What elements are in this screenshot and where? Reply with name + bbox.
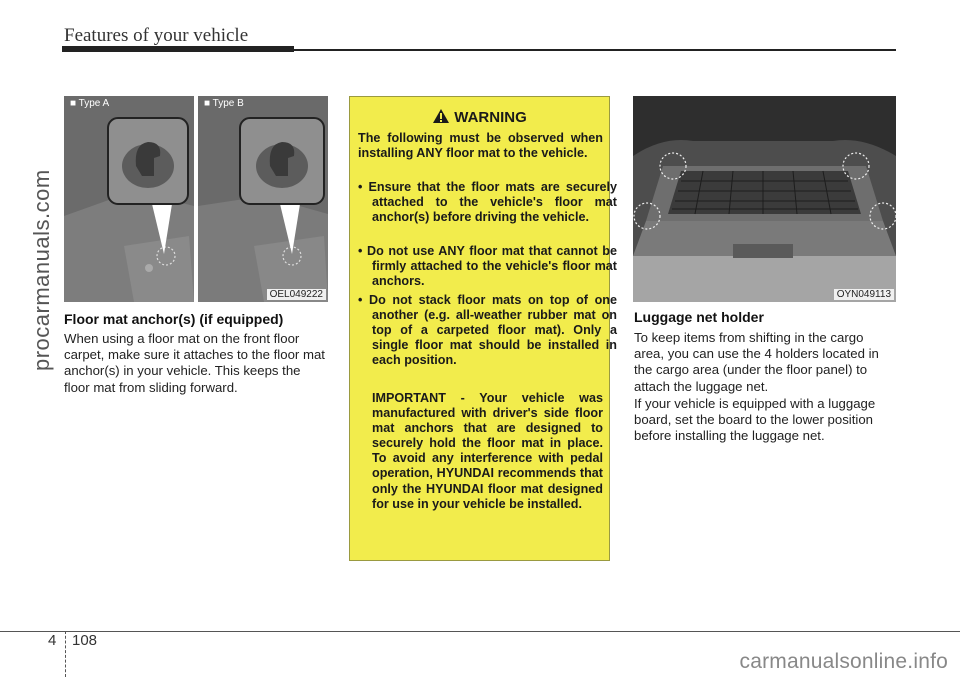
warning-important: IMPORTANT - Your vehicle was manufactured with driver's side floor mat anchors that are designed to securely hold the floor mat in place. To avoid any interference with pedal operation, HYUNDAI recommends that only the HYUNDAI floor mat designed for use in your vehicle be installed. bbox=[372, 391, 603, 511]
warning-title: WARNING bbox=[454, 109, 527, 126]
footer-rule bbox=[0, 631, 960, 632]
warning-title-row bbox=[350, 108, 609, 126]
header-rule bbox=[62, 49, 896, 51]
header-title: Features of your vehicle bbox=[64, 25, 249, 46]
floor-mat-body: When using a floor mat on the front floor carpet, make sure it attaches to the floor mat anchor(s) in your vehicle. This keeps the floor mat from sliding forward. bbox=[64, 331, 325, 395]
warning-bullet-2: • Do not use ANY floor mat that cannot be firmly attached to the vehicle's floor mat anchors. bbox=[358, 244, 617, 289]
footer-divider bbox=[65, 631, 67, 677]
chapter-number: 4 bbox=[48, 632, 57, 649]
luggage-net-body-2: If your vehicle is equipped with a luggage board, set the board to the lower position before installing the luggage net. bbox=[634, 396, 876, 444]
warning-intro: The following must be observed when installing ANY floor mat to the vehicle. bbox=[358, 131, 603, 161]
luggage-net-figure bbox=[633, 96, 896, 302]
warning-bullet-1: • Ensure that the floor mats are securely attached to the vehicle's floor mat anchor(s) before driving the vehicle. bbox=[358, 180, 617, 225]
side-watermark: procarmanuals.com bbox=[29, 169, 54, 371]
page-number: 108 bbox=[72, 632, 98, 649]
figure-code-right: OYN049113 bbox=[834, 289, 894, 300]
luggage-net-heading: Luggage net holder bbox=[634, 309, 764, 325]
floor-mat-anchor-figure bbox=[64, 96, 328, 302]
bottom-watermark: carmanualsonline.info bbox=[739, 650, 948, 673]
warning-box bbox=[349, 96, 617, 561]
type-a-label: ■ Type A bbox=[70, 98, 110, 109]
figure-code-left: OEL049222 bbox=[267, 289, 326, 300]
warning-bullet-3: • Do not stack floor mats on top of one another (e.g. all-weather rubber mat on top of a carpeted floor mat). Only a single floor mat should be installed in each position. bbox=[358, 293, 617, 368]
floor-mat-anchor-illustration bbox=[64, 96, 328, 302]
luggage-net-illustration bbox=[633, 96, 896, 302]
floor-mat-heading: Floor mat anchor(s) (if equipped) bbox=[64, 311, 284, 327]
type-b-label: ■ Type B bbox=[204, 98, 244, 109]
warning-triangle-icon bbox=[432, 108, 450, 124]
luggage-net-body-1: To keep items from shifting in the cargo area, you can use the 4 holders located in the cargo area (under the floor panel) to attach the luggage net. bbox=[634, 330, 879, 394]
